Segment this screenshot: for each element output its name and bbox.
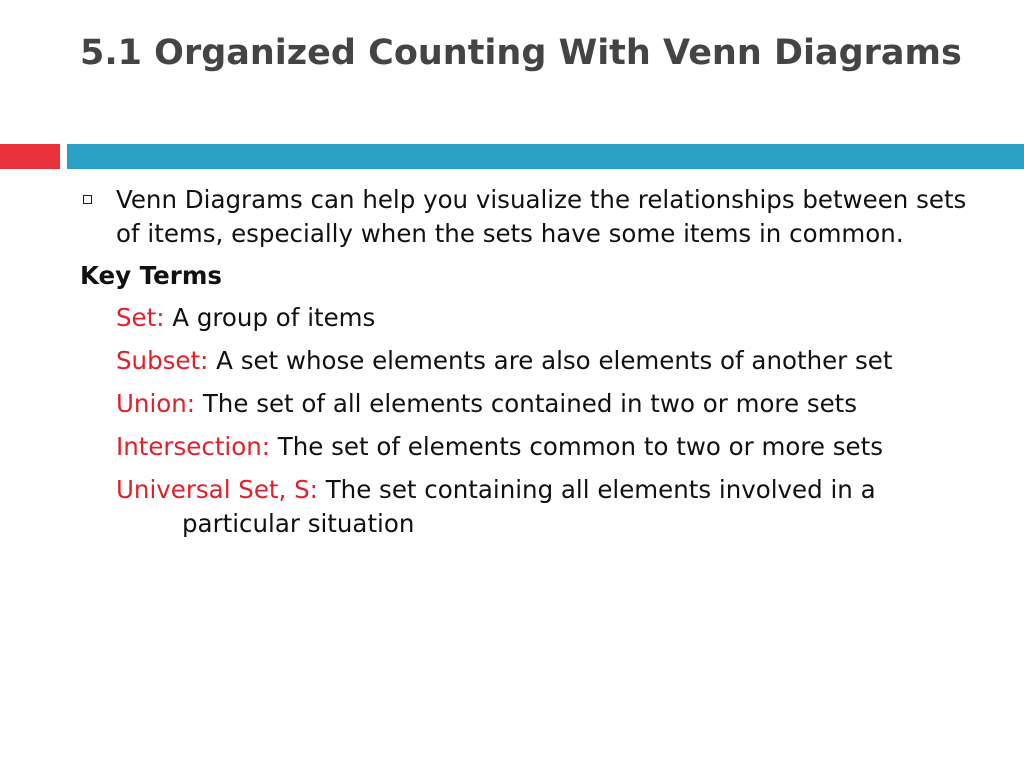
slide-title: 5.1 Organized Counting With Venn Diagrams: [80, 33, 962, 73]
term-intersection: [116, 430, 990, 464]
intro-bullet-text: Venn Diagrams can help you visualize the relationships between sets of items, especially when the sets have some items in common.: [116, 185, 967, 248]
term-definition: A group of items: [172, 303, 376, 332]
term-union: [116, 387, 990, 421]
term-subset: [116, 344, 990, 378]
key-terms-heading: Key Terms: [80, 261, 222, 290]
term-set: [116, 301, 990, 335]
term-name: Intersection:: [116, 432, 270, 461]
slide-content: [80, 183, 990, 550]
term-definition: The set containing all elements involved in a particular situation: [182, 475, 876, 538]
square-bullet-icon: [83, 195, 92, 204]
title-divider-bar: [67, 144, 1024, 169]
term-name: Set:: [116, 303, 165, 332]
term-universal-set: [116, 473, 990, 541]
term-definition: A set whose elements are also elements of another set: [216, 346, 893, 375]
intro-bullet: [80, 183, 990, 251]
term-definition: The set of elements common to two or more sets: [277, 432, 883, 461]
term-definition: The set of all elements contained in two or more sets: [202, 389, 858, 418]
title-accent-bar: [0, 144, 60, 169]
term-name: Universal Set, S:: [116, 475, 318, 504]
key-terms-list: [80, 301, 990, 541]
term-name: Union:: [116, 389, 196, 418]
term-name: Subset:: [116, 346, 209, 375]
